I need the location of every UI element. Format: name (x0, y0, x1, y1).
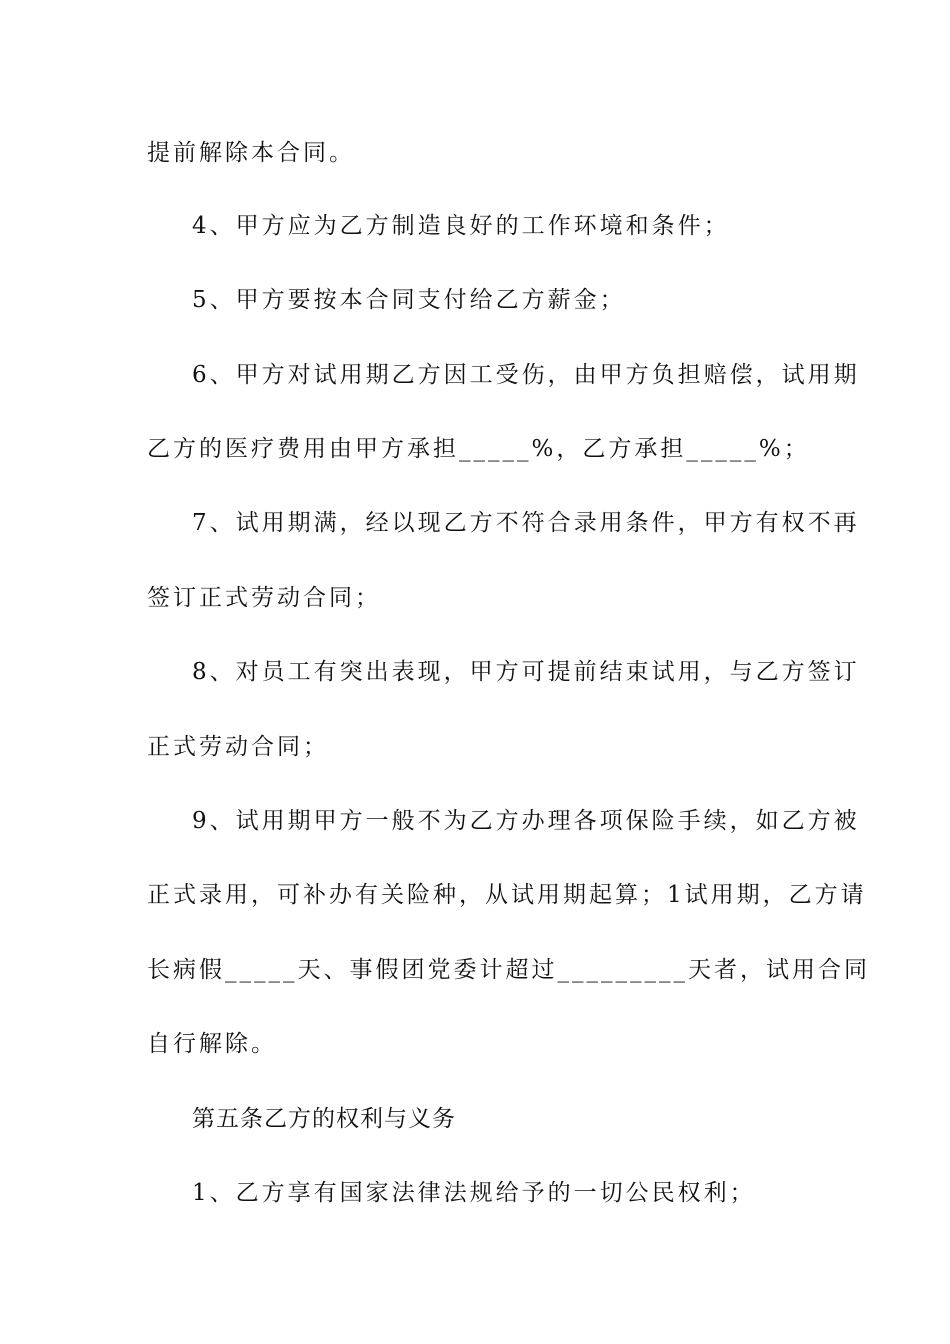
clause-4: 4、甲方应为乙方制造良好的工作环境和条件； (192, 213, 730, 239)
section-heading: 第五条乙方的权利与义务 (192, 1106, 456, 1132)
text-line-continuation: 提前解除本合同。 (147, 140, 355, 166)
clause-8-continuation: 正式劳动合同； (147, 734, 329, 760)
clause-8: 8、对员工有突出表现，甲方可提前结束试用，与乙方签订 (192, 659, 860, 685)
clause-9-continuation-1: 正式录用，可补办有关险种，从试用期起算；1试用期，乙方请 (147, 882, 867, 908)
clause-9-continuation-2: 长病假_____天、事假团党委计超过_________天者，试用合同 (147, 957, 870, 983)
clause-5: 5、甲方要按本合同支付给乙方薪金； (192, 287, 626, 313)
party-b-clause-1: 1、乙方享有国家法律法规给予的一切公民权利； (192, 1180, 756, 1206)
clause-7: 7、试用期满，经以现乙方不符合录用条件，甲方有权不再 (192, 510, 860, 536)
clause-6-continuation: 乙方的医疗费用由甲方承担_____%，乙方承担_____%； (147, 436, 810, 462)
clause-9: 9、试用期甲方一般不为乙方办理各项保险手续，如乙方被 (192, 808, 860, 834)
clause-9-continuation-3: 自行解除。 (147, 1031, 277, 1057)
clause-6: 6、甲方对试用期乙方因工受伤，由甲方负担赔偿，试用期 (192, 362, 860, 388)
clause-7-continuation: 签订正式劳动合同； (147, 585, 381, 611)
